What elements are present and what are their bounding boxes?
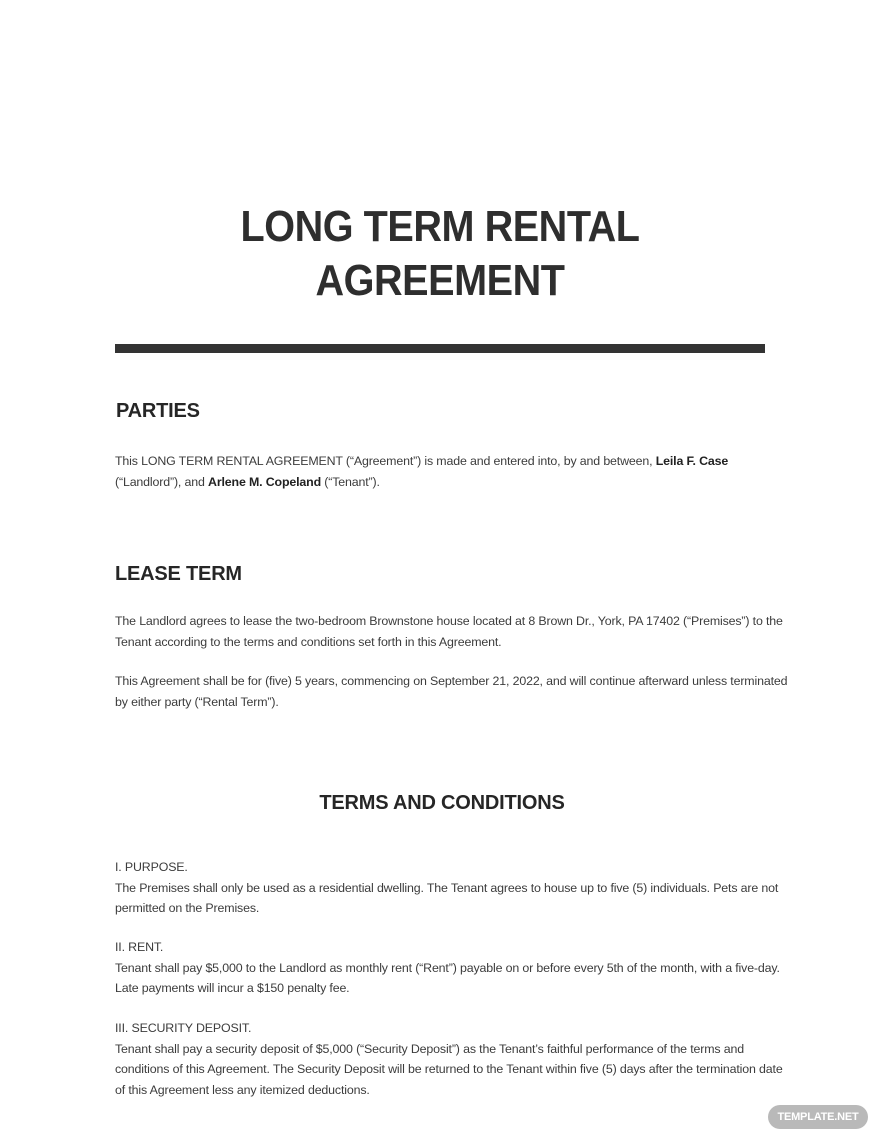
parties-paragraph — [115, 451, 795, 492]
tenant-name: Arlene M. Copeland — [208, 474, 321, 489]
parties-heading: PARTIES — [116, 400, 200, 422]
lease-term-paragraph-2: This Agreement shall be for (five) 5 years, commencing on September 21, 2022, and will continue afterward unless terminated by either party (“Rental Term”). — [115, 674, 788, 709]
clause-rent — [115, 937, 795, 999]
clause-body: Tenant shall pay a security deposit of $5,000 (“Security Deposit”) as the Tenant’s faithful performance of the terms and conditions of this Agreement. The Security Deposit will be returned to the Tenant within five (5) days after the termination date of this Agreement less any itemized deductions. — [115, 1041, 783, 1097]
lease-term-heading: LEASE TERM — [115, 563, 242, 585]
parties-text-2: (“Landlord”), and — [115, 474, 209, 489]
document-title — [44, 200, 836, 308]
clause-title: II. RENT. — [115, 940, 164, 954]
clause-body: Tenant shall pay $5,000 to the Landlord as monthly rent (“Rent”) payable on or before every 5th of the month, with a five-day. Late payments will incur a $150 penalty fee. — [115, 960, 780, 995]
clause-body: The Premises shall only be used as a residential dwelling. The Tenant agrees to house up to five (5) individuals. Pets are not permitted on the Premises. — [115, 880, 779, 915]
parties-text-3: (“Tenant”). — [321, 474, 380, 489]
landlord-name: Leila F. Case — [655, 454, 729, 468]
clause-security-deposit — [115, 1018, 795, 1100]
terms-and-conditions-heading: TERMS AND CONDITIONS — [319, 792, 565, 814]
template-net-watermark: TEMPLATE.NET — [768, 1105, 868, 1129]
title-divider — [115, 344, 765, 353]
title-line-1: LONG TERM RENTAL — [240, 202, 640, 251]
clause-title: I. PURPOSE. — [115, 860, 188, 874]
parties-text-1: This LONG TERM RENTAL AGREEMENT (“Agreement”) is made and entered into, by and between, — [115, 454, 656, 468]
clause-title: III. SECURITY DEPOSIT. — [115, 1021, 252, 1035]
clause-purpose — [115, 857, 795, 919]
lease-term-paragraph-1: The Landlord agrees to lease the two-bedroom Brownstone house located at 8 Brown Dr., York, PA 17402 (“Premises”) to the Tenant according to the terms and conditions set forth in this Agreement. — [115, 614, 783, 649]
title-line-2: AGREEMENT — [315, 256, 565, 305]
